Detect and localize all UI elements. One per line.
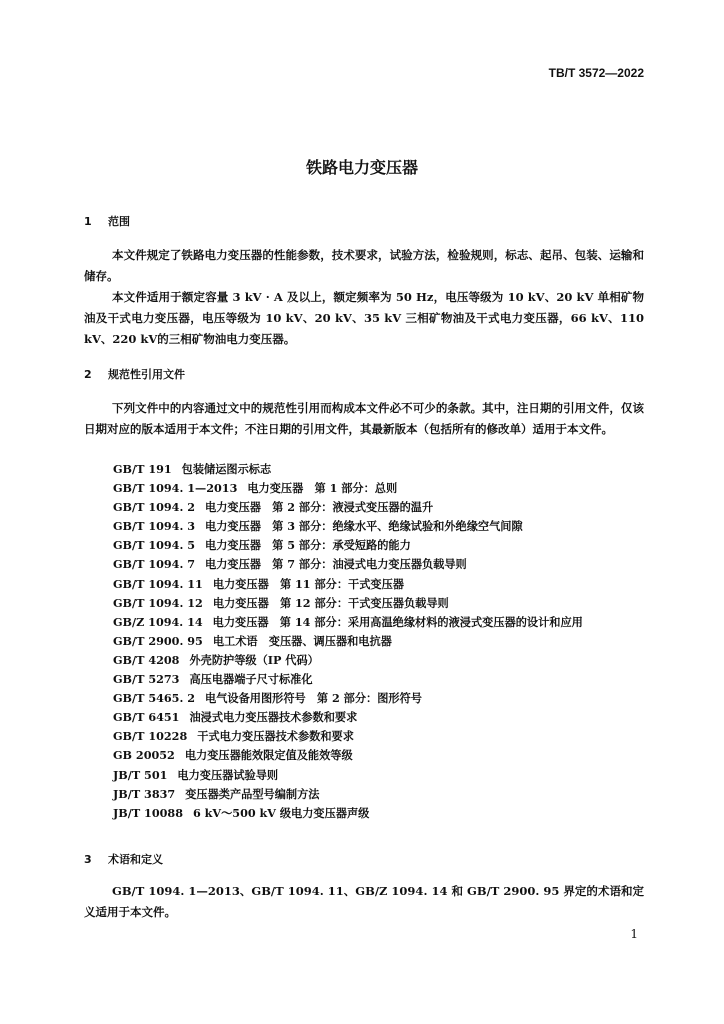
reference-item [113, 613, 583, 632]
reference-title: 电力变压器 第 2 部分：液浸式变压器的温升 [205, 500, 434, 515]
reference-code: GB/T 4208 [113, 652, 180, 667]
reference-title: 电力变压器 第 14 部分：采用高温绝缘材料的液浸式变压器的设计和应用 [212, 614, 583, 629]
section-title: 术语和定义 [108, 853, 163, 866]
section-title: 范围 [108, 215, 130, 228]
reference-code: GB/T 1094. 3 [113, 519, 196, 534]
reference-item [113, 479, 583, 498]
reference-title: 电力变压器 第 11 部分：干式变压器 [212, 576, 404, 591]
scope-paragraph-2: 本文件适用于额定容量 3 kV · A 及以上，额定频率为 50 Hz，电压等级为 10 kV、20 kV 单相矿物油及干式电力变压器，电压等级为 10 kV、20 kV、35 kV 三相矿物油及干式电力变压器，66 kV、110 kV、220 kV的三相矿物油电力变压器。 [84, 290, 644, 346]
reference-code: GB/T 1094. 5 [113, 538, 196, 553]
reference-title: 包装储运图示标志 [181, 462, 272, 476]
reference-code: JB/T 501 [113, 767, 168, 782]
terms-paragraph: GB/T 1094. 1—2013、GB/T 1094. 11、GB/Z 1094. 14 和 GB/T 2900. 95 界定的术语和定义适用于本文件。 [84, 884, 644, 919]
reference-item [113, 632, 583, 651]
reference-title: 电力变压器 第 3 部分：绝缘水平、绝缘试验和外绝缘空气间隙 [205, 519, 523, 534]
reference-title: 外壳防护等级（IP 代码） [189, 652, 319, 667]
reference-item [113, 785, 583, 804]
reference-code: GB/T 1094. 11 [113, 576, 203, 591]
reference-code: GB/T 2900. 95 [113, 633, 203, 648]
reference-code: GB/T 1094. 12 [113, 595, 203, 610]
reference-item [113, 498, 583, 517]
reference-code: GB/T 6451 [113, 710, 180, 725]
reference-code: JB/T 3837 [113, 786, 176, 801]
reference-title: 变压器类产品型号编制方法 [185, 786, 320, 801]
reference-title: 干式电力变压器技术参数和要求 [197, 729, 354, 744]
reference-item [113, 689, 583, 708]
section-heading-normative-references [84, 366, 185, 382]
section-number: 1 [84, 215, 92, 228]
reference-title: 电工术语 变压器、调压器和电抗器 [212, 633, 392, 648]
scope-paragraph-1: 本文件规定了铁路电力变压器的性能参数，技术要求，试验方法，检验规则，标志、起吊、包装、运输和储存。 [84, 248, 644, 283]
references-intro-paragraph: 下列文件中的内容通过文中的规范性引用而构成本文件必不可少的条款。其中，注日期的引用文件，仅该日期对应的版本适用于本文件；不注日期的引用文件，其最新版本（包括所有的修改单）适用于本文件。 [84, 401, 644, 436]
reference-code: JB/T 10088 [113, 805, 183, 820]
reference-title: 电力变压器试验导则 [177, 767, 279, 782]
reference-title: 6 kV～500 kV 级电力变压器声级 [192, 805, 370, 820]
reference-code: GB/T 5273 [113, 672, 180, 687]
page-number: 1 [630, 927, 638, 941]
reference-code: GB/T 5465. 2 [113, 691, 196, 706]
section-title: 规范性引用文件 [108, 368, 185, 381]
section-number: 2 [84, 368, 92, 381]
reference-code: GB 20052 [113, 748, 175, 763]
reference-title: 高压电器端子尺寸标准化 [189, 672, 313, 687]
reference-code: GB/T 191 [113, 462, 172, 476]
reference-item [113, 555, 583, 574]
reference-title: 油浸式电力变压器技术参数和要求 [189, 710, 358, 725]
reference-title: 电力变压器能效限定值及能效等级 [184, 748, 353, 763]
reference-item [113, 746, 583, 765]
reference-code: GB/T 1094. 7 [113, 557, 196, 572]
reference-title: 电气设备用图形符号 第 2 部分：图形符号 [205, 691, 422, 706]
reference-item [113, 517, 583, 536]
section-heading-terms-definitions [84, 851, 163, 867]
reference-code: GB/T 10228 [113, 729, 188, 744]
reference-title: 电力变压器 第 7 部分：油浸式电力变压器负载导则 [205, 557, 467, 572]
reference-item [113, 651, 583, 670]
reference-code: GB/Z 1094. 14 [113, 614, 203, 629]
reference-item [113, 727, 583, 746]
reference-item [113, 804, 583, 823]
document-title: 铁路电力变压器 [305, 158, 418, 177]
reference-title: 电力变压器 第 1 部分：总则 [247, 481, 398, 496]
reference-item [113, 708, 583, 727]
reference-title: 电力变压器 第 5 部分：承受短路的能力 [205, 538, 411, 553]
reference-item [113, 594, 583, 613]
reference-code: GB/T 1094. 2 [113, 500, 196, 515]
reference-title: 电力变压器 第 12 部分：干式变压器负载导则 [212, 595, 449, 610]
reference-item [113, 575, 583, 594]
reference-item [113, 766, 583, 785]
standard-code: TB/T 3572—2022 [548, 66, 644, 80]
section-heading-scope [84, 213, 130, 229]
section-number: 3 [84, 853, 92, 866]
reference-code: GB/T 1094. 1—2013 [113, 481, 238, 496]
reference-list [113, 460, 583, 823]
reference-item [113, 536, 583, 555]
reference-item [113, 460, 583, 479]
reference-item [113, 670, 583, 689]
